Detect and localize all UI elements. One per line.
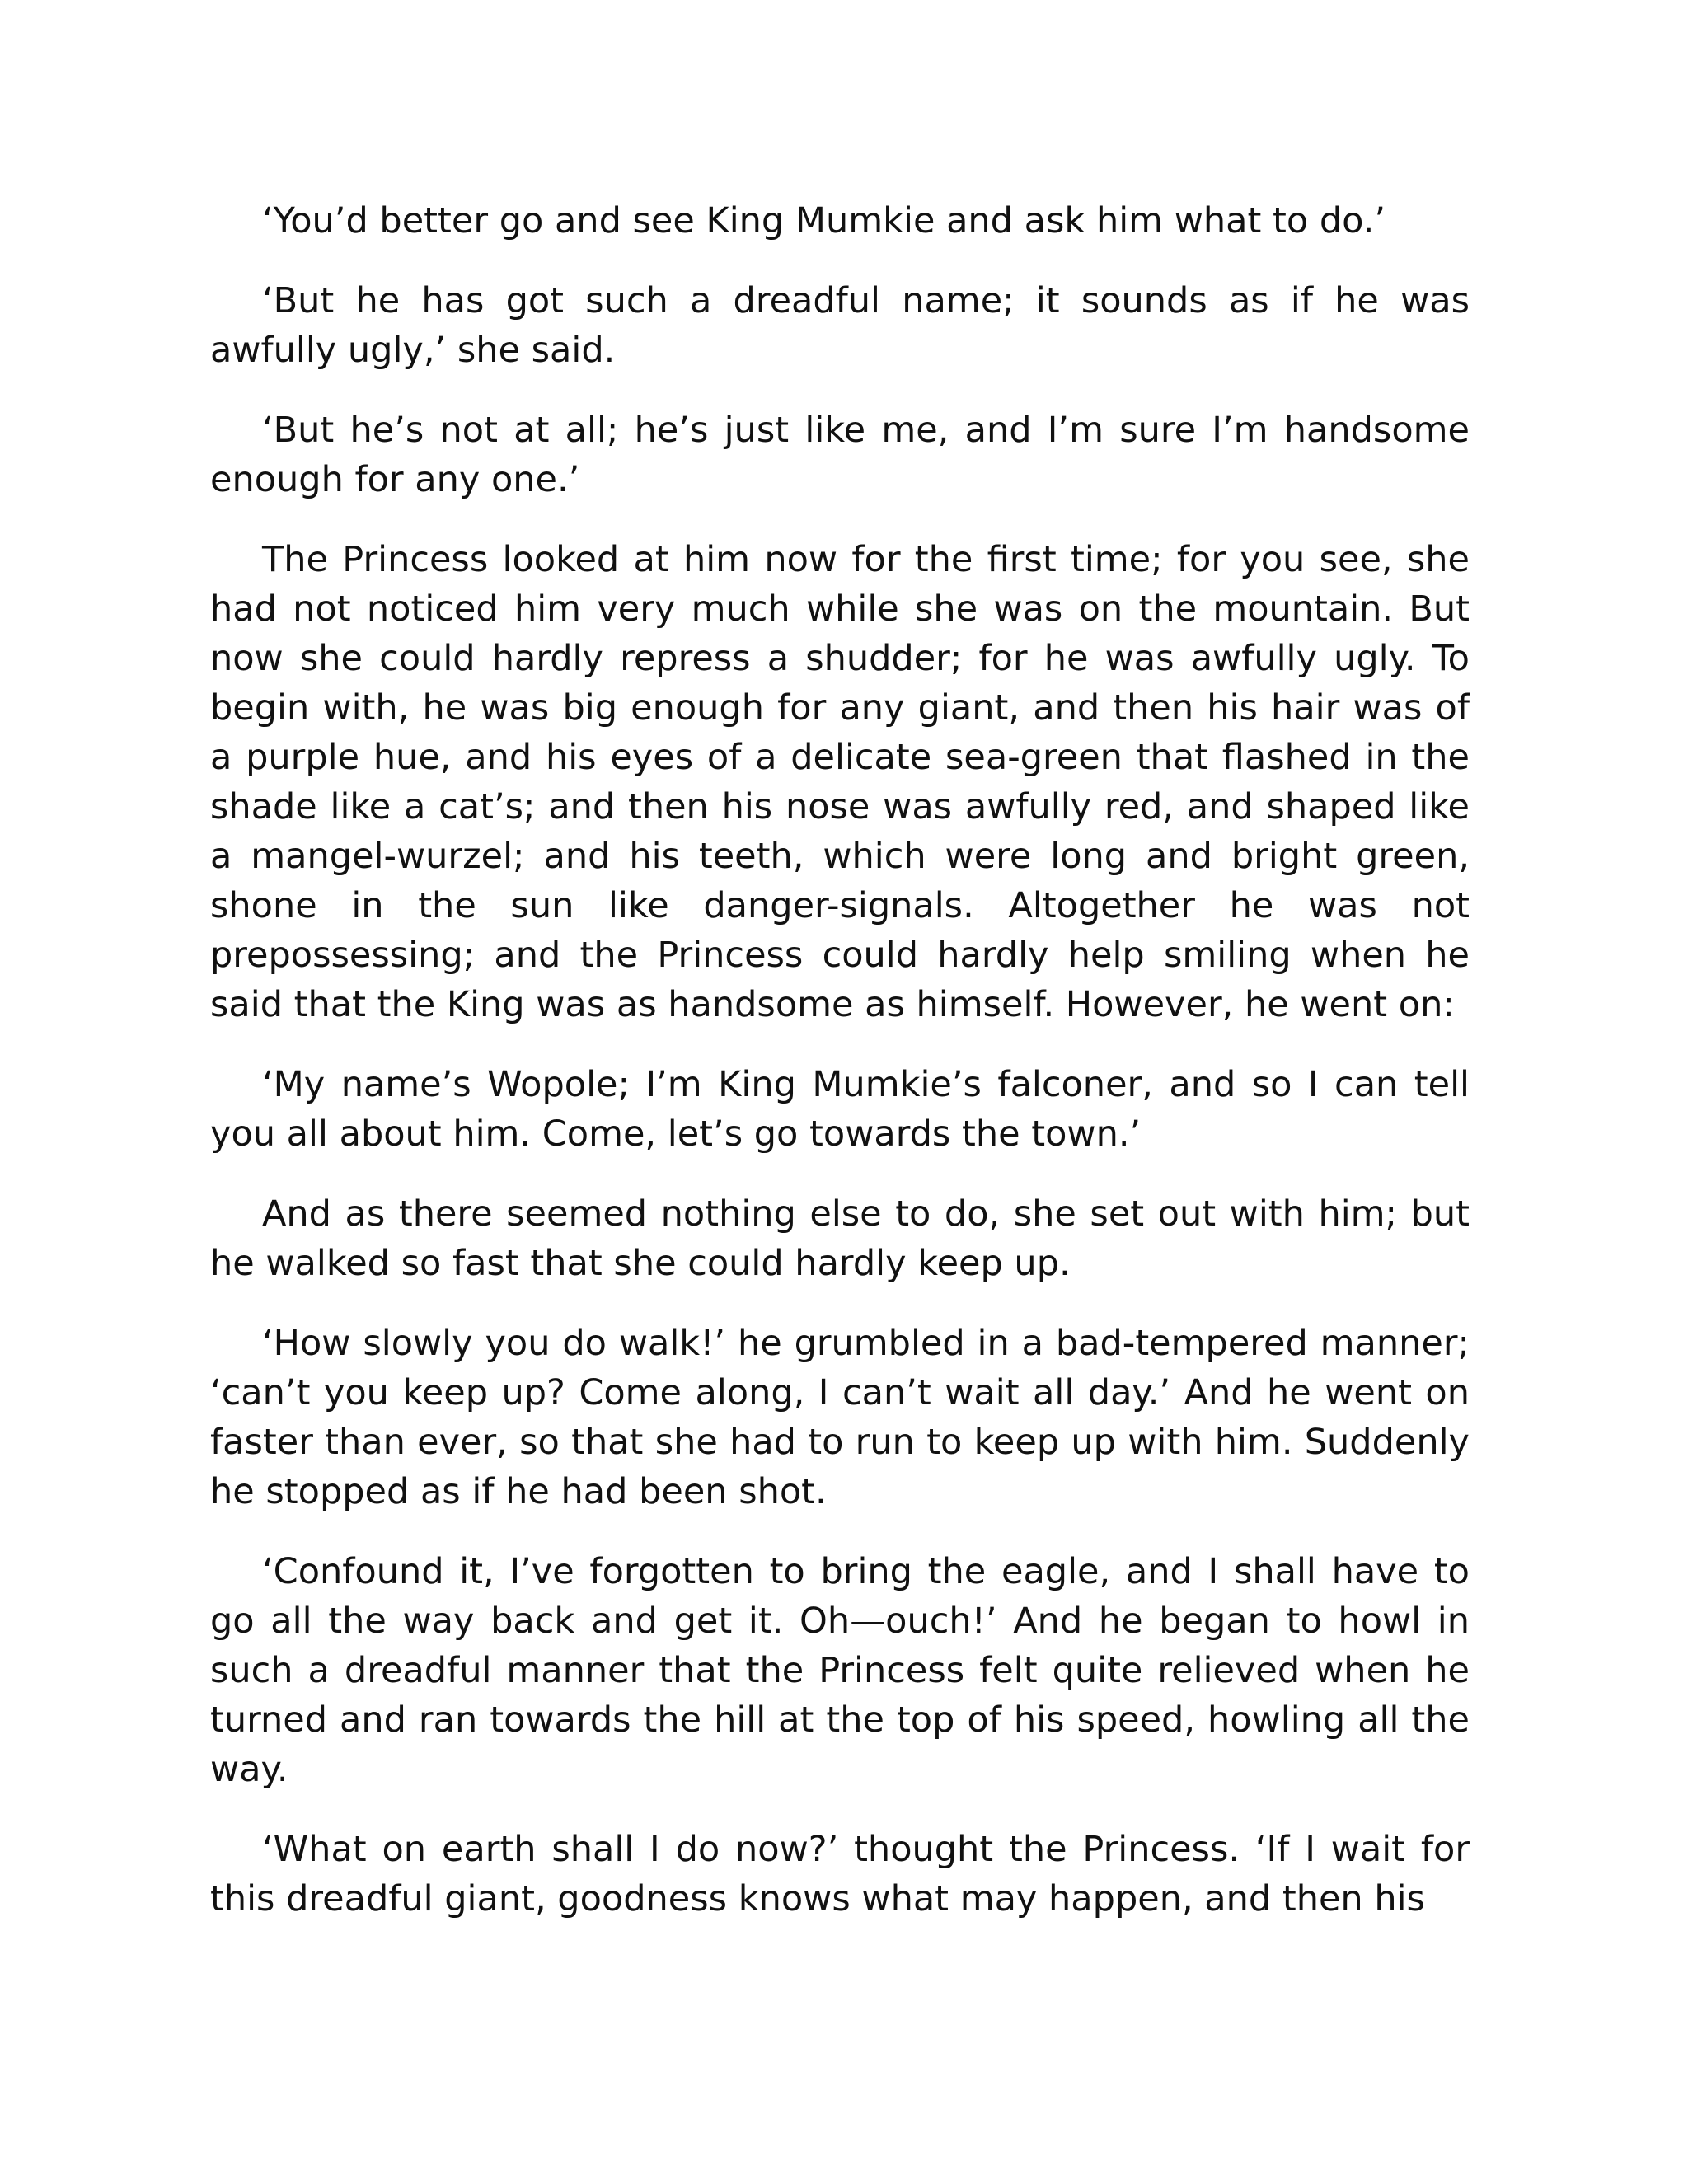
paragraph-9: ‘What on earth shall I do now?’ thought the Princess. ‘If I wait for this dreadful giant, goodness knows what may happen, and then his: [210, 1829, 1470, 1919]
paragraph-8: ‘Confound it, I’ve forgotten to bring the eagle, and I shall have to go all the way back and get it. Oh—ouch!’ And he began to howl in such a dreadful manner that the Princess felt quite relieved when he turned and ran towards the hill at the top of his speed, howling all the way.: [210, 1551, 1470, 1790]
paragraph-1: ‘You’d better go and see King Mumkie and ask him what to do.’: [262, 200, 1386, 241]
paragraph-5: ‘My name’s Wopole; I’m King Mumkie’s falconer, and so I can tell you all about him. Come, let’s go towards the town.’: [210, 1064, 1470, 1155]
paragraph-4: The Princess looked at him now for the first time; for you see, she had not noticed him very much while she was on the mountain. But now she could hardly repress a shudder; for he was awfully ugly. To begin with, he was big enough for any giant, and then his hair was of a purple hue, and his eyes of a delicate sea-green that flashed in the shade like a cat’s; and then his nose was awfully red, and shaped like a mangel-wurzel; and his teeth, which were long and bright green, shone in the sun like danger-signals. Altogether he was not prepossessing; and the Princess could hardly help smiling when he said that the King was as handsome as himself. However, he went on:: [210, 539, 1470, 1025]
paragraph-7: ‘How slowly you do walk!’ he grumbled in a bad-tempered manner; ‘can’t you keep up? Come along, I can’t wait all day.’ And he went on faster than ever, so that she had to run to keep up with him. Suddenly he stopped as if he had been shot.: [210, 1323, 1470, 1512]
paragraph-3: ‘But he’s not at all; he’s just like me, and I’m sure I’m handsome enough for any one.’: [210, 410, 1470, 500]
paragraph-6: And as there seemed nothing else to do, she set out with him; but he walked so fast that she could hardly keep up.: [210, 1193, 1470, 1284]
page-body: [210, 196, 1470, 1954]
paragraph-2: ‘But he has got such a dreadful name; it sounds as if he was awfully ugly,’ she said.: [210, 280, 1470, 371]
